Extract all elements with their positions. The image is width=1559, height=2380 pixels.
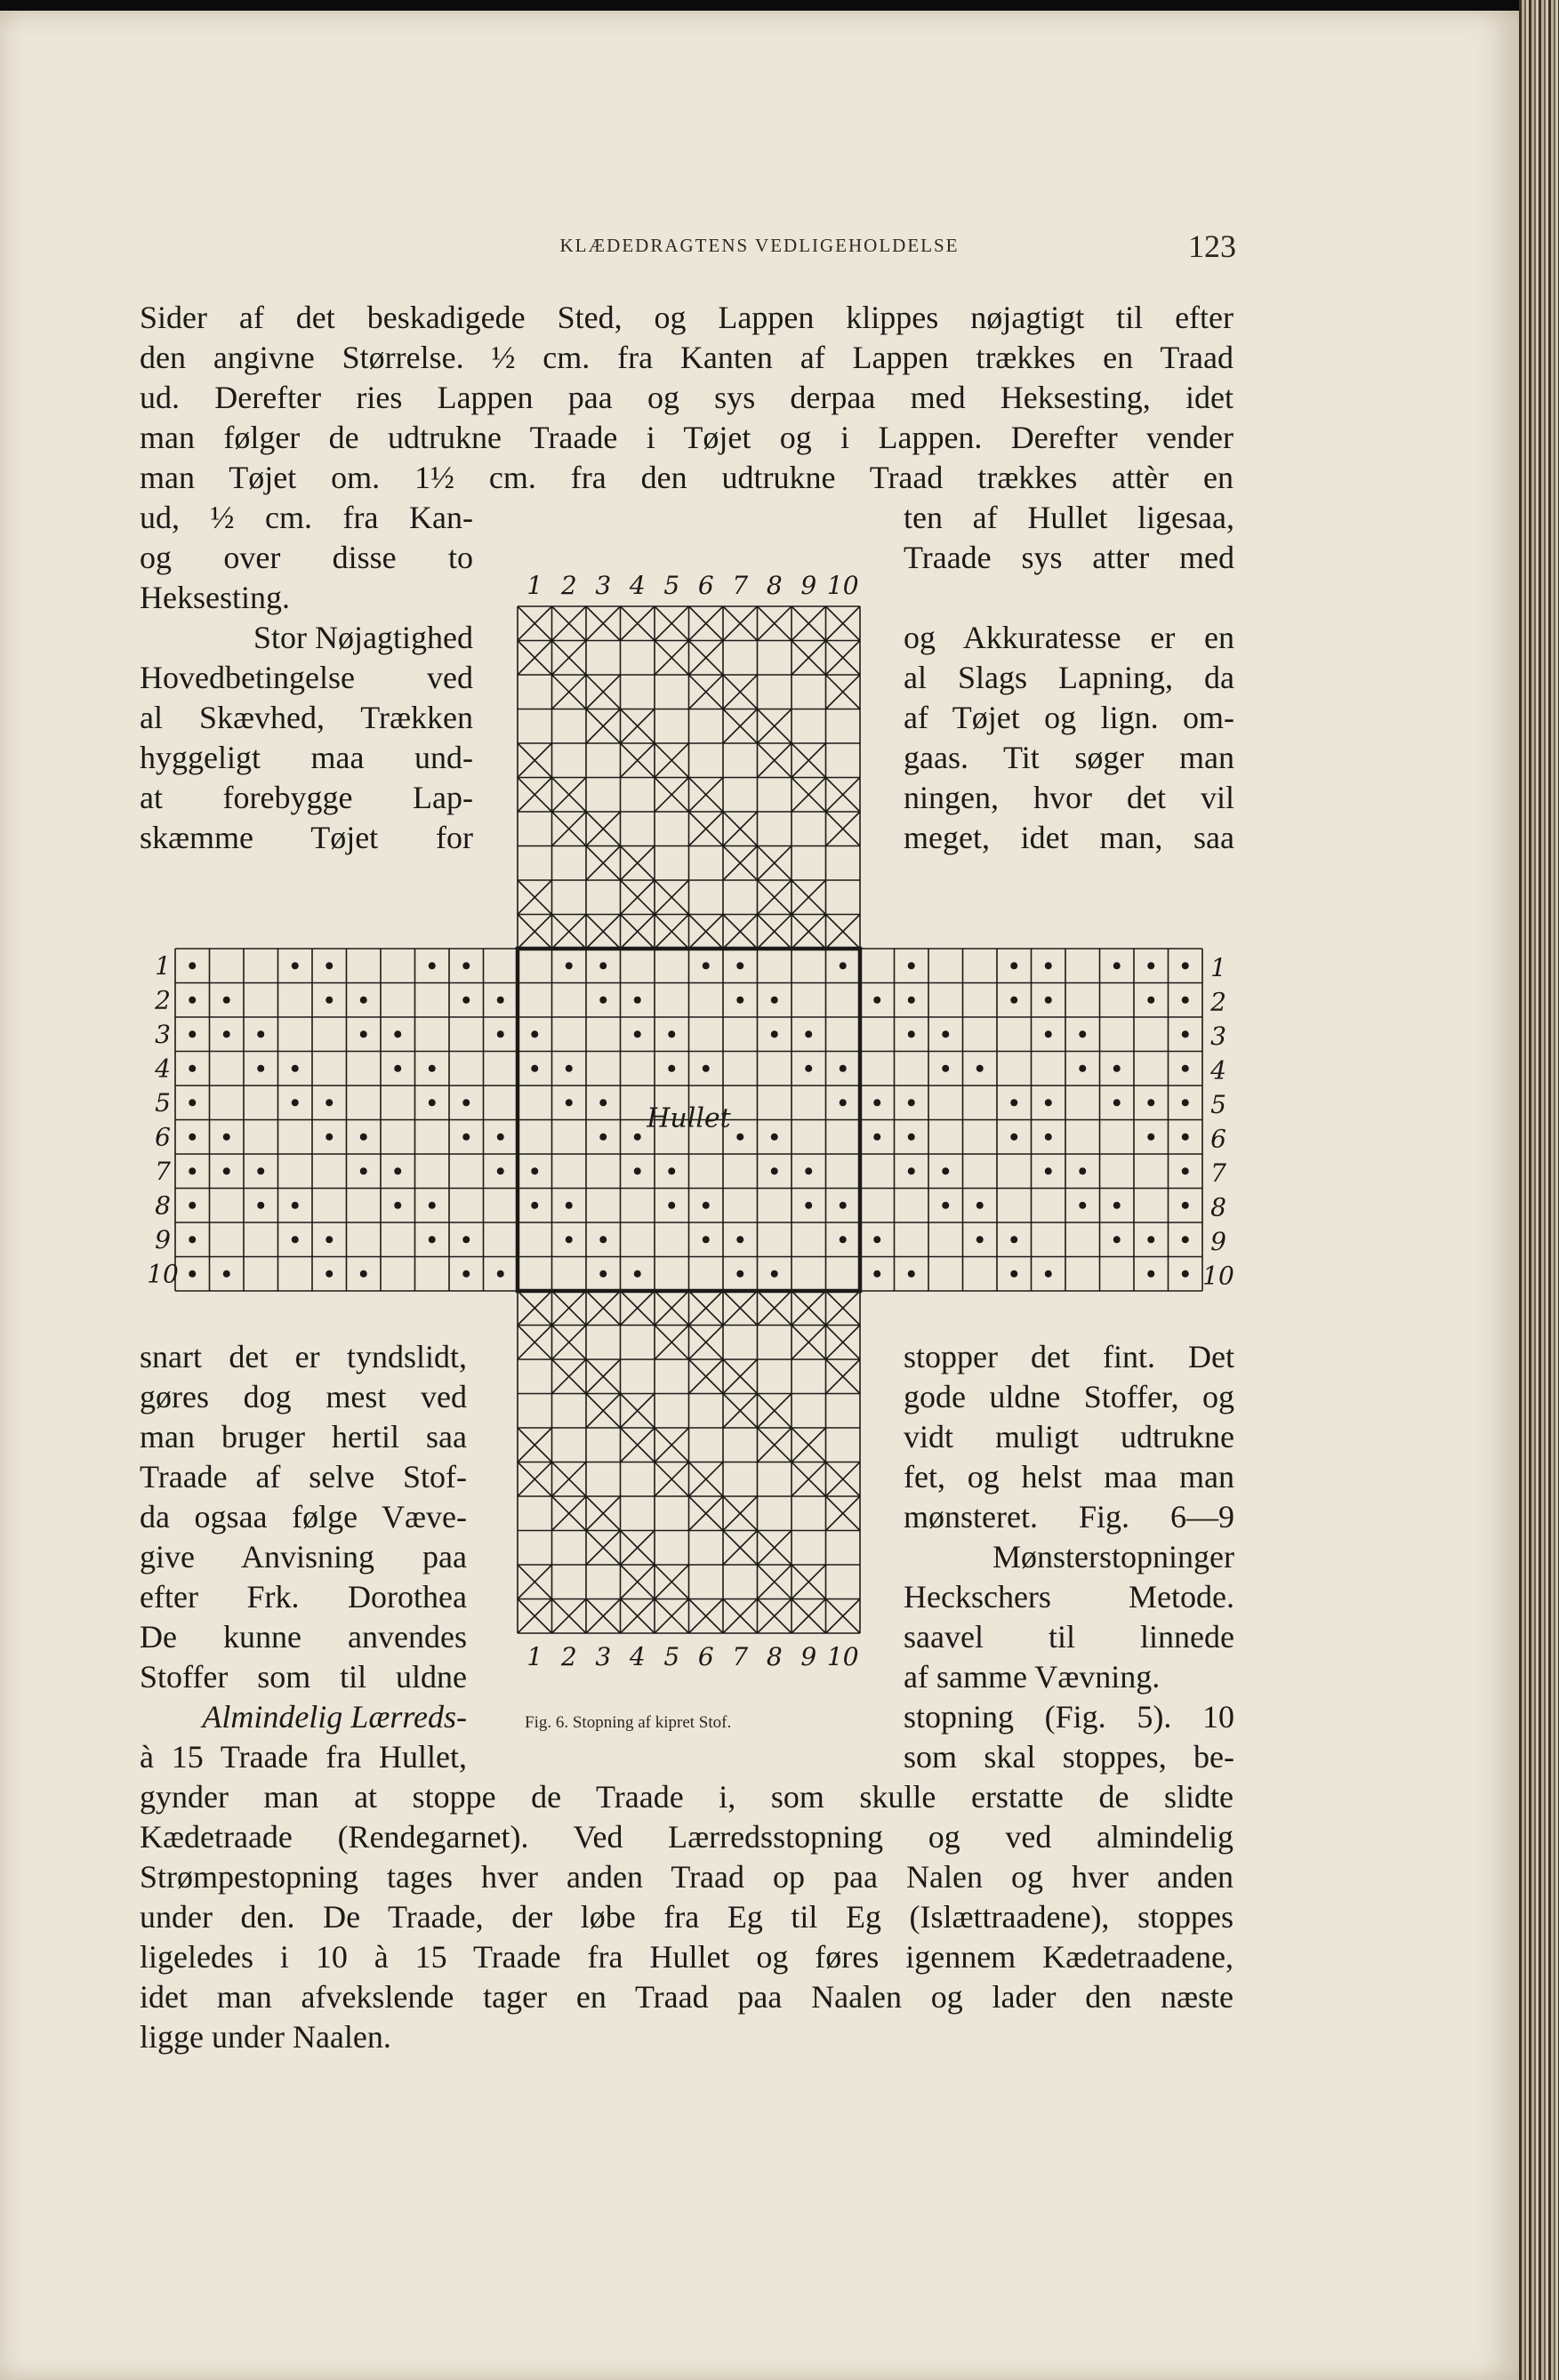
row-number: 9 bbox=[155, 1224, 171, 1254]
stitch-dot bbox=[942, 1065, 949, 1072]
stitch-dot bbox=[942, 1167, 949, 1174]
row-number: 9 bbox=[1210, 1226, 1226, 1256]
text-line: fet, og helst maa man bbox=[904, 1459, 1234, 1495]
text-line: Hovedbetingelse ved bbox=[140, 660, 473, 695]
stitch-dot bbox=[292, 1236, 299, 1243]
text-line: den angivne Størrelse. ½ cm. fra Kanten af Lappen trækkes en Traad bbox=[140, 340, 1234, 375]
row-number: 2 bbox=[1210, 987, 1226, 1017]
stitch-dot bbox=[325, 1134, 333, 1141]
row-number: 3 bbox=[155, 1019, 171, 1049]
stitch-dot bbox=[771, 997, 778, 1004]
stitch-dot bbox=[873, 1236, 880, 1243]
stitch-dot bbox=[908, 1030, 915, 1038]
stitch-dot bbox=[566, 1099, 573, 1106]
stitch-dot bbox=[1147, 1134, 1154, 1141]
stitch-dot bbox=[360, 1167, 367, 1174]
stitch-dot bbox=[1182, 1030, 1189, 1038]
text-line: stopning (Fig. 5). 10 bbox=[904, 1699, 1234, 1735]
stitch-dot bbox=[1045, 997, 1052, 1004]
stitch-dot bbox=[1147, 1236, 1154, 1243]
text-line: gøres dog mest ved bbox=[140, 1379, 467, 1414]
stitch-dot bbox=[497, 1030, 504, 1038]
row-number: 4 bbox=[1210, 1055, 1226, 1086]
stitch-dot bbox=[703, 962, 710, 969]
stitch-dot bbox=[771, 1134, 778, 1141]
stitch-dot bbox=[942, 1202, 949, 1209]
stitch-dot bbox=[736, 1134, 743, 1141]
row-number: 5 bbox=[155, 1087, 171, 1118]
column-number: 8 bbox=[766, 1642, 783, 1671]
stitch-dot bbox=[257, 1065, 264, 1072]
text-line: Traade sys atter med bbox=[904, 540, 1234, 575]
text-line: ningen, hvor det vil bbox=[904, 780, 1234, 815]
stitch-dot bbox=[429, 1099, 436, 1106]
stitch-dot bbox=[462, 997, 470, 1004]
stitch-dot bbox=[668, 1065, 675, 1072]
stitch-dot bbox=[634, 1030, 641, 1038]
stitch-dot bbox=[1147, 1270, 1154, 1278]
column-number: 7 bbox=[732, 571, 749, 600]
row-number: 10 bbox=[147, 1259, 179, 1289]
text-line: saavel til linnede bbox=[904, 1619, 1234, 1655]
text-line: idet man afvekslende tager en Traad paa Naalen og lader den næste bbox=[140, 1979, 1234, 2015]
stitch-dot bbox=[566, 1065, 573, 1072]
stitch-dot bbox=[325, 1236, 333, 1243]
stitch-dot bbox=[634, 1167, 641, 1174]
column-number: 9 bbox=[800, 1642, 817, 1671]
text-line: Almindelig Lærreds- bbox=[202, 1699, 467, 1735]
stitch-dot bbox=[1079, 1065, 1086, 1072]
stitch-dot bbox=[497, 1167, 504, 1174]
stitch-dot bbox=[1113, 962, 1121, 969]
page-number: 123 bbox=[1188, 228, 1236, 264]
row-number: 7 bbox=[155, 1156, 171, 1186]
stitch-dot bbox=[634, 1270, 641, 1278]
text-line: ligeledes i 10 à 15 Traade fra Hullet og føres igennem Kædetraadene, bbox=[140, 1939, 1234, 1975]
stitch-dot bbox=[1182, 1167, 1189, 1174]
stitch-dot bbox=[1045, 1270, 1052, 1278]
text-line: hyggeligt maa und- bbox=[140, 740, 473, 775]
stitch-dot bbox=[394, 1202, 401, 1209]
stitch-dot bbox=[1147, 1099, 1154, 1106]
row-number: 10 bbox=[1202, 1261, 1234, 1291]
text-line: Sider af det beskadigede Sted, og Lappen klippes nøjagtigt til efter bbox=[140, 300, 1234, 335]
stitch-dot bbox=[257, 1167, 264, 1174]
text-line: Heckschers Metode. bbox=[904, 1579, 1234, 1615]
stitch-dot bbox=[1010, 1134, 1017, 1141]
stitch-dot bbox=[462, 1134, 470, 1141]
stitch-dot bbox=[429, 1065, 436, 1072]
stitch-dot bbox=[1079, 1167, 1086, 1174]
text-line: al Skævhed, Trækken bbox=[140, 700, 473, 735]
stitch-dot bbox=[429, 1236, 436, 1243]
text-line: stopper det fint. Det bbox=[904, 1339, 1234, 1374]
text-line: ligge under Naalen. bbox=[140, 2019, 391, 2055]
stitch-dot bbox=[1010, 1270, 1017, 1278]
stitch-dot bbox=[736, 1236, 743, 1243]
stitch-dot bbox=[189, 1099, 196, 1106]
stitch-dot bbox=[1182, 1099, 1189, 1106]
stitch-dot bbox=[1010, 1099, 1017, 1106]
stitch-dot bbox=[976, 1202, 984, 1209]
column-number: 4 bbox=[629, 1642, 646, 1671]
stitch-dot bbox=[189, 1236, 196, 1243]
stitch-dot bbox=[736, 1270, 743, 1278]
stitch-dot bbox=[1113, 1099, 1121, 1106]
column-number: 2 bbox=[560, 571, 577, 600]
row-number: 6 bbox=[155, 1122, 171, 1152]
stitch-dot bbox=[873, 1270, 880, 1278]
column-number: 6 bbox=[697, 1642, 714, 1671]
column-number: 3 bbox=[595, 1642, 612, 1671]
column-number: 1 bbox=[526, 571, 543, 600]
stitch-dot bbox=[223, 1134, 230, 1141]
stitch-dot bbox=[531, 1030, 538, 1038]
stitch-dot bbox=[805, 1167, 812, 1174]
text-line: Mønsterstopninger bbox=[992, 1539, 1234, 1575]
column-number: 3 bbox=[595, 571, 612, 600]
stitch-dot bbox=[1182, 1134, 1189, 1141]
stitch-dot bbox=[292, 1065, 299, 1072]
stitch-dot bbox=[566, 962, 573, 969]
stitch-dot bbox=[223, 1030, 230, 1038]
column-number: 7 bbox=[732, 1642, 749, 1671]
stitch-dot bbox=[976, 1236, 984, 1243]
stitch-dot bbox=[805, 1202, 812, 1209]
text-line: Stoffer som til uldne bbox=[140, 1659, 467, 1695]
bottom-paragraph bbox=[140, 1777, 1234, 2057]
stitch-dot bbox=[292, 962, 299, 969]
stitch-dot bbox=[771, 1167, 778, 1174]
column-number: 5 bbox=[663, 571, 680, 600]
text-line: ud. Derefter ries Lappen paa og sys derpaa med Heksesting, idet bbox=[140, 380, 1234, 415]
stitch-dot bbox=[394, 1065, 401, 1072]
stitch-dot bbox=[566, 1236, 573, 1243]
text-line: mønsteret. Fig. 6—9 bbox=[904, 1499, 1234, 1535]
text-line: al Slags Lapning, da bbox=[904, 660, 1234, 695]
stitch-dot bbox=[805, 1065, 812, 1072]
text-line: snart det er tyndslidt, bbox=[140, 1339, 467, 1374]
stitch-dot bbox=[1010, 997, 1017, 1004]
text-line: da ogsaa følge Væve- bbox=[140, 1499, 467, 1535]
column-number: 9 bbox=[800, 571, 817, 600]
column-number: 10 bbox=[826, 1642, 859, 1671]
text-line: af samme Vævning. bbox=[904, 1659, 1161, 1695]
text-line: meget, idet man, saa bbox=[904, 820, 1234, 855]
stitch-dot bbox=[873, 1134, 880, 1141]
stitch-dot bbox=[1182, 1065, 1189, 1072]
stitch-dot bbox=[805, 1030, 812, 1038]
stitch-dot bbox=[325, 997, 333, 1004]
stitch-dot bbox=[1113, 1202, 1121, 1209]
column-number: 5 bbox=[663, 1642, 680, 1671]
text-line: efter Frk. Dorothea bbox=[140, 1579, 467, 1615]
text-line: skæmme Tøjet for bbox=[140, 820, 473, 855]
text-line: og Akkuratesse er en bbox=[904, 620, 1234, 655]
stitch-dot bbox=[394, 1030, 401, 1038]
stitch-dot bbox=[1010, 1236, 1017, 1243]
stitch-dot bbox=[292, 1202, 299, 1209]
darning-diagram bbox=[147, 562, 1254, 1762]
stitch-dot bbox=[703, 1065, 710, 1072]
stitch-dot bbox=[462, 962, 470, 969]
row-number: 6 bbox=[1210, 1124, 1226, 1154]
stitch-dot bbox=[1182, 1270, 1189, 1278]
stitch-dot bbox=[531, 1065, 538, 1072]
column-number: 8 bbox=[766, 571, 783, 600]
text-line: man følger de udtrukne Traade i Tøjet og i Lappen. Derefter vender bbox=[140, 420, 1234, 455]
stitch-dot bbox=[599, 962, 607, 969]
row-number: 7 bbox=[1210, 1158, 1226, 1188]
stitch-dot bbox=[599, 1270, 607, 1278]
stitch-dot bbox=[189, 1270, 196, 1278]
row-number: 3 bbox=[1210, 1021, 1226, 1051]
stitch-dot bbox=[462, 1270, 470, 1278]
stitch-dot bbox=[360, 1134, 367, 1141]
text-line: man bruger hertil saa bbox=[140, 1419, 467, 1454]
stitch-dot bbox=[531, 1202, 538, 1209]
text-line: vidt muligt udtrukne bbox=[904, 1419, 1234, 1454]
stitch-dot bbox=[873, 997, 880, 1004]
stitch-dot bbox=[462, 1099, 470, 1106]
stitch-dot bbox=[668, 1030, 675, 1038]
stitch-dot bbox=[462, 1236, 470, 1243]
stitch-dot bbox=[976, 1065, 984, 1072]
stitch-dot bbox=[325, 1099, 333, 1106]
stitch-dot bbox=[908, 1099, 915, 1106]
column-number: 10 bbox=[826, 571, 859, 600]
stitch-dot bbox=[189, 1065, 196, 1072]
text-line: af Tøjet og lign. om- bbox=[904, 700, 1234, 735]
column-number: 1 bbox=[526, 1642, 543, 1671]
running-head: KLÆDEDRAGTENS VEDLIGEHOLDELSE bbox=[559, 235, 960, 256]
stitch-dot bbox=[360, 1270, 367, 1278]
text-line: De kunne anvendes bbox=[140, 1619, 467, 1655]
stitch-dot bbox=[599, 997, 607, 1004]
stitch-dot bbox=[840, 962, 847, 969]
stitch-dot bbox=[189, 962, 196, 969]
stitch-dot bbox=[189, 1167, 196, 1174]
text-line: at forebygge Lap- bbox=[140, 780, 473, 815]
text-line: som skal stoppes, be- bbox=[904, 1739, 1234, 1775]
stitch-dot bbox=[223, 1270, 230, 1278]
stitch-dot bbox=[840, 1202, 847, 1209]
text-line: Heksesting. bbox=[140, 580, 290, 615]
stitch-dot bbox=[531, 1167, 538, 1174]
stitch-dot bbox=[1182, 997, 1189, 1004]
stitch-dot bbox=[840, 1065, 847, 1072]
stitch-dot bbox=[189, 1202, 196, 1209]
stitch-dot bbox=[189, 1030, 196, 1038]
stitch-dot bbox=[1045, 1134, 1052, 1141]
top-paragraph bbox=[140, 298, 1234, 498]
text-line: under den. De Traade, der løbe fra Eg til Eg (Islættraadene), stoppes bbox=[140, 1899, 1234, 1935]
stitch-dot bbox=[292, 1099, 299, 1106]
stitch-dot bbox=[908, 1134, 915, 1141]
stitch-dot bbox=[1079, 1030, 1086, 1038]
stitch-dot bbox=[566, 1202, 573, 1209]
stitch-dot bbox=[1010, 962, 1017, 969]
row-number: 4 bbox=[155, 1054, 171, 1084]
stitch-dot bbox=[1113, 1236, 1121, 1243]
text-line: Traade af selve Stof- bbox=[140, 1459, 467, 1495]
row-number: 5 bbox=[1210, 1089, 1226, 1119]
row-number: 2 bbox=[155, 985, 171, 1015]
stitch-dot bbox=[394, 1167, 401, 1174]
stitch-dot bbox=[634, 1134, 641, 1141]
text-line: à 15 Traade fra Hullet, bbox=[140, 1739, 467, 1775]
stitch-dot bbox=[908, 1270, 915, 1278]
stitch-dot bbox=[497, 1270, 504, 1278]
stitch-dot bbox=[703, 1236, 710, 1243]
text-line: Stor Nøjagtighed bbox=[253, 620, 473, 655]
row-number: 1 bbox=[155, 950, 171, 981]
stitch-dot bbox=[429, 1202, 436, 1209]
stitch-dot bbox=[1182, 1236, 1189, 1243]
stitch-dot bbox=[1113, 1065, 1121, 1072]
stitch-dot bbox=[325, 962, 333, 969]
column-number: 4 bbox=[629, 571, 646, 600]
stitch-dot bbox=[599, 1099, 607, 1106]
stitch-dot bbox=[1147, 997, 1154, 1004]
stitch-dot bbox=[634, 997, 641, 1004]
stitch-dot bbox=[599, 1236, 607, 1243]
stitch-dot bbox=[1079, 1202, 1086, 1209]
stitch-dot bbox=[1182, 962, 1189, 969]
stitch-dot bbox=[360, 1030, 367, 1038]
text-line: gynder man at stoppe de Traade i, som skulle erstatte de slidte bbox=[140, 1779, 1234, 1815]
text-line: man Tøjet om. 1½ cm. fra den udtrukne Traad trækkes attèr en bbox=[140, 460, 1234, 495]
stitch-dot bbox=[360, 997, 367, 1004]
text-line: Kædetraade (Rendegarnet). Ved Lærredsstopning og ved almindelig bbox=[140, 1819, 1234, 1855]
text-line: Strømpestopning tages hver anden Traad op paa Nalen og hver anden bbox=[140, 1859, 1234, 1895]
text-line: ud, ½ cm. fra Kan- bbox=[140, 500, 473, 535]
row-number: 8 bbox=[1210, 1192, 1226, 1222]
stitch-dot bbox=[1045, 1030, 1052, 1038]
text-line: gode uldne Stoffer, og bbox=[904, 1379, 1234, 1414]
stitch-dot bbox=[736, 962, 743, 969]
stitch-dot bbox=[599, 1134, 607, 1141]
stitch-dot bbox=[771, 1270, 778, 1278]
stitch-dot bbox=[908, 1167, 915, 1174]
book-page bbox=[0, 11, 1519, 2380]
stitch-dot bbox=[736, 997, 743, 1004]
stitch-dot bbox=[223, 1167, 230, 1174]
stitch-dot bbox=[942, 1030, 949, 1038]
stitch-dot bbox=[668, 1202, 675, 1209]
stitch-dot bbox=[1147, 962, 1154, 969]
stitch-dot bbox=[668, 1167, 675, 1174]
stitch-dot bbox=[223, 997, 230, 1004]
text-line: og over disse to bbox=[140, 540, 473, 575]
row-number: 8 bbox=[155, 1190, 171, 1221]
stitch-dot bbox=[840, 1236, 847, 1243]
text-line: ten af Hullet ligesaa, bbox=[904, 500, 1234, 535]
stitch-dot bbox=[908, 962, 915, 969]
stitch-dot bbox=[703, 1202, 710, 1209]
book-page-edges bbox=[1519, 0, 1559, 2380]
stitch-dot bbox=[1045, 1099, 1052, 1106]
stitch-dot bbox=[189, 1134, 196, 1141]
hole-label: Hullet bbox=[647, 1102, 731, 1134]
column-number: 2 bbox=[560, 1642, 577, 1671]
stitch-dot bbox=[189, 997, 196, 1004]
stitch-dot bbox=[1045, 962, 1052, 969]
stitch-dot bbox=[257, 1030, 264, 1038]
text-line: gaas. Tit søger man bbox=[904, 740, 1234, 775]
stitch-dot bbox=[497, 997, 504, 1004]
stitch-dot bbox=[497, 1134, 504, 1141]
stitch-dot bbox=[840, 1099, 847, 1106]
figure-caption: Fig. 6. Stopning af kipret Stof. bbox=[525, 1713, 732, 1732]
stitch-dot bbox=[257, 1202, 264, 1209]
stitch-dot bbox=[429, 962, 436, 969]
stitch-dot bbox=[908, 997, 915, 1004]
column-number: 6 bbox=[697, 571, 714, 600]
text-line: give Anvisning paa bbox=[140, 1539, 467, 1575]
stitch-dot bbox=[771, 1030, 778, 1038]
stitch-dot bbox=[325, 1270, 333, 1278]
stitch-dot bbox=[873, 1099, 880, 1106]
stitch-dot bbox=[1045, 1167, 1052, 1174]
stitch-dot bbox=[1182, 1202, 1189, 1209]
row-number: 1 bbox=[1210, 952, 1226, 982]
